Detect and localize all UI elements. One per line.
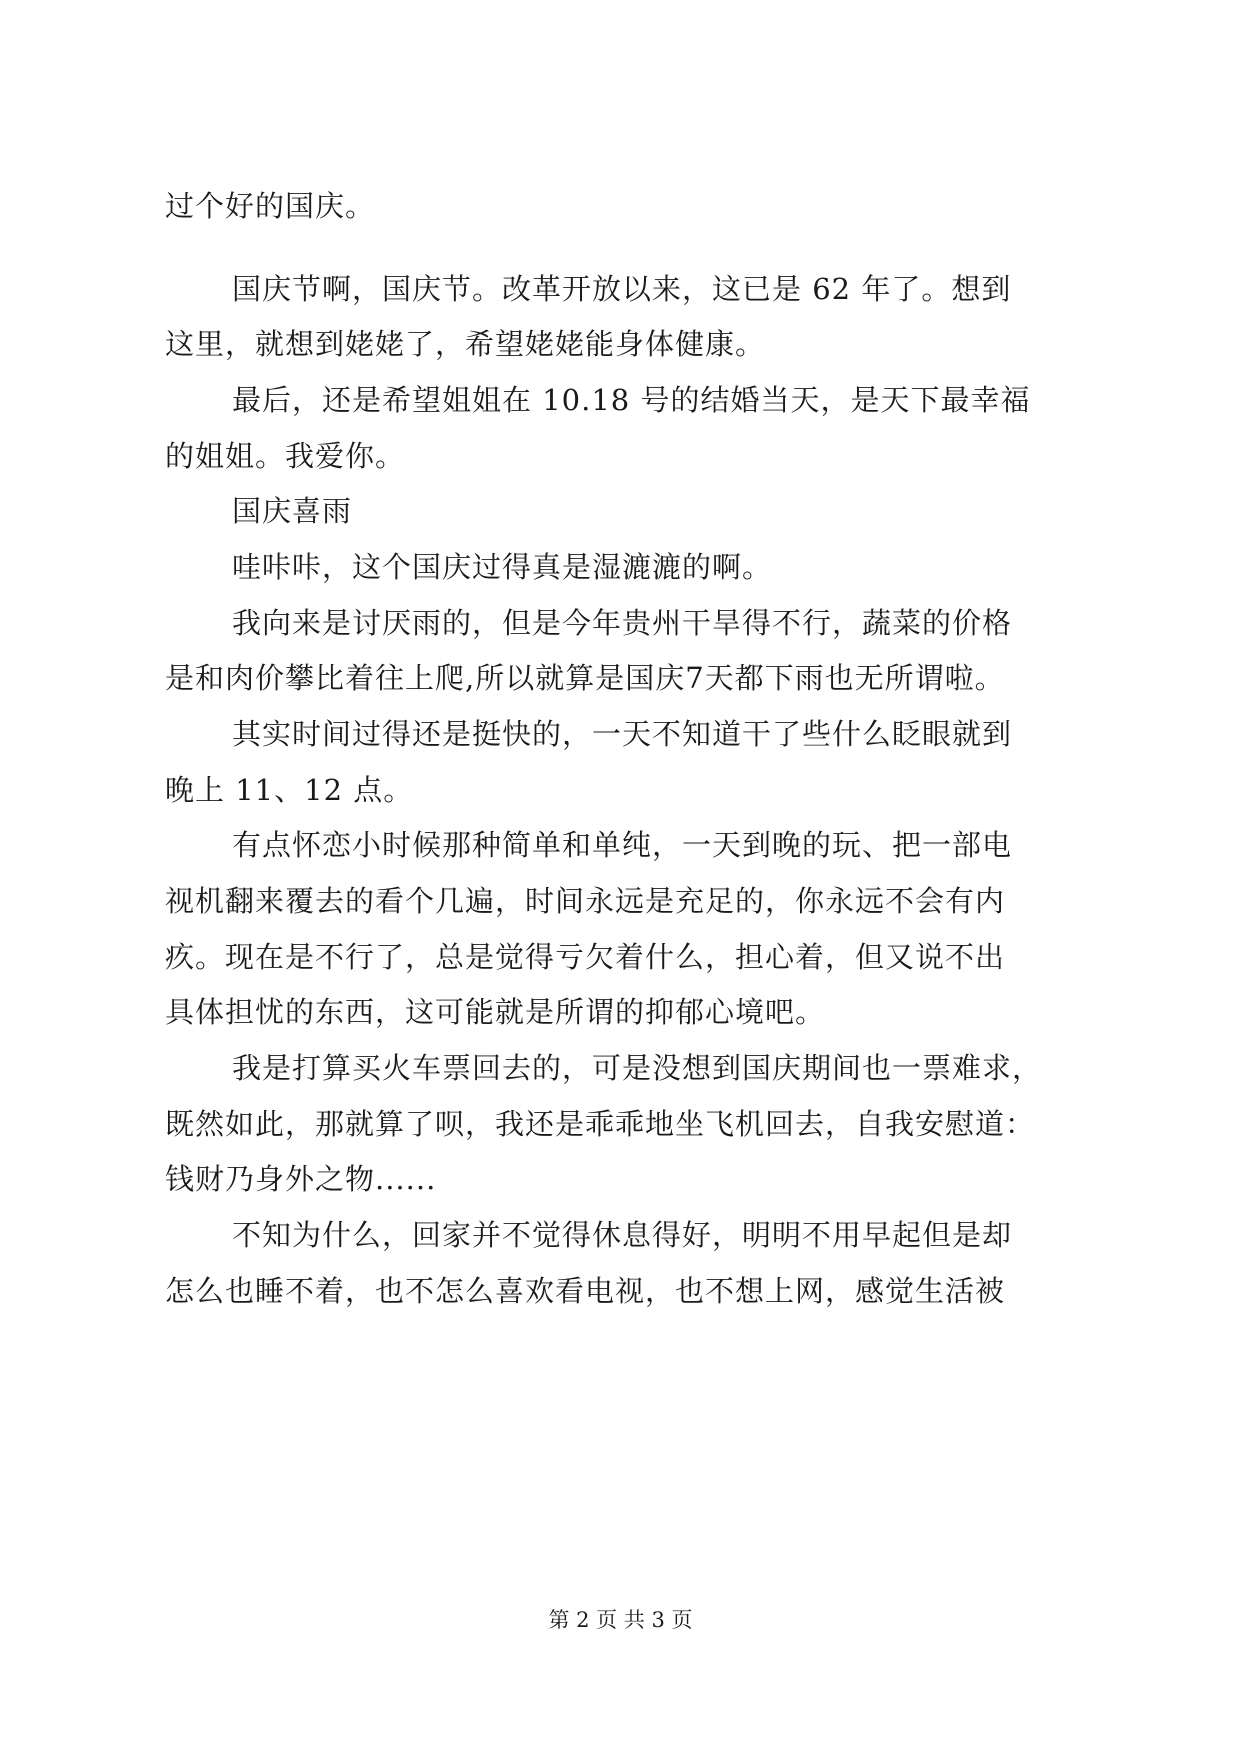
text-line: 哇咔咔，这个国庆过得真是湿漉漉的啊。: [232, 550, 773, 584]
text-line: 国庆节啊，国庆节。改革开放以来，这已是 62 年了。想到: [232, 272, 1012, 306]
text-line: 钱财乃身外之物......: [165, 1162, 437, 1196]
text-line: 的姐姐。我爱你。: [165, 439, 406, 473]
text-line: 我向来是讨厌雨的，但是今年贵州干旱得不行，蔬菜的价格: [232, 606, 1013, 640]
text-line: 最后，还是希望姐姐在 10.18 号的结婚当天，是天下最幸福: [232, 383, 1031, 417]
text-line: 其实时间过得还是挺快的，一天不知道干了些什么眨眼就到: [232, 717, 1013, 751]
text-line: 视机翻来覆去的看个几遍，时间永远是充足的，你永远不会有内: [165, 884, 1006, 918]
section-heading: 国庆喜雨: [232, 494, 353, 528]
text-line: 晚上 11、12 点。: [165, 773, 414, 807]
text-line: 既然如此，那就算了呗，我还是乖乖地坐飞机回去，自我安慰道：: [165, 1107, 1036, 1141]
text-line: 不知为什么，回家并不觉得休息得好，明明不用早起但是却: [232, 1218, 1013, 1252]
text-line: 怎么也睡不着，也不怎么喜欢看电视，也不想上网，感觉生活被: [165, 1274, 1006, 1308]
text-line: 有点怀恋小时候那种简单和单纯，一天到晚的玩、把一部电: [232, 828, 1013, 862]
text-line: 是和肉价攀比着往上爬,所以就算是国庆7天都下雨也无所谓啦。: [165, 661, 1005, 695]
text-line: 我是打算买火车票回去的，可是没想到国庆期间也一票难求，: [232, 1051, 1043, 1085]
text-line: 这里，就想到姥姥了，希望姥姥能身体健康。: [165, 327, 766, 361]
text-line: 疚。现在是不行了，总是觉得亏欠着什么，担心着，但又说不出: [165, 940, 1006, 974]
text-line: 过个好的国庆。: [165, 189, 376, 223]
text-line: 具体担忧的东西，这可能就是所谓的抑郁心境吧。: [165, 995, 826, 1029]
page-number-footer: 第 2 页 共 3 页: [548, 1608, 693, 1632]
